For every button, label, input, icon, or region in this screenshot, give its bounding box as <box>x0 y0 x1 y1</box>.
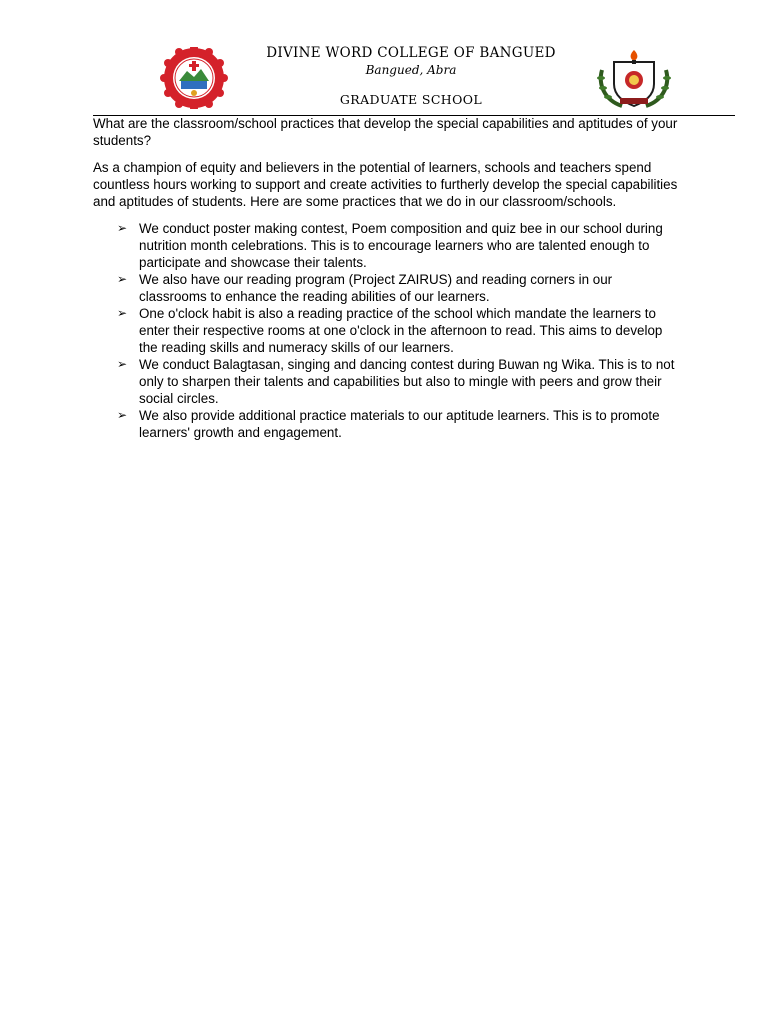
department-name: GRADUATE SCHOOL <box>339 92 483 107</box>
list-item <box>117 407 683 441</box>
list-item <box>117 271 683 305</box>
document-body <box>93 115 683 441</box>
college-seal-icon <box>157 47 231 109</box>
arrow-bullet-icon: ➢ <box>117 272 128 286</box>
list-item-text: We conduct poster making contest, Poem composition and quiz bee in our school during nutrition month celebrations. This is to encourage learners who are talented enough to participate and showcase their talents. <box>139 221 663 270</box>
list-item <box>117 305 683 356</box>
arrow-bullet-icon: ➢ <box>117 306 128 320</box>
arrow-bullet-icon: ➢ <box>117 408 128 422</box>
practices-list <box>93 220 683 441</box>
school-emblem-icon <box>594 48 674 110</box>
college-location: Bangued, Abra <box>365 63 457 77</box>
list-item-text: We conduct Balagtasan, singing and dancing contest during Buwan ng Wika. This is to not only to sharpen their talents and capabilities but also to mingle with peers and grow their social circles. <box>139 357 675 406</box>
list-item-text: We also have our reading program (Project ZAIRUS) and reading corners in our classrooms to enhance the reading abilities of our learners. <box>139 272 613 304</box>
list-item-text: We also provide additional practice materials to our aptitude learners. This is to promote learners' growth and engagement. <box>139 408 660 440</box>
arrow-bullet-icon: ➢ <box>117 221 128 235</box>
list-item <box>117 220 683 271</box>
college-name: DIVINE WORD COLLEGE OF BANGUED <box>266 45 556 61</box>
document-header <box>0 0 768 118</box>
arrow-bullet-icon: ➢ <box>117 357 128 371</box>
question-text: What are the classroom/school practices that develop the special capabilities and aptitudes of your students? <box>93 116 678 148</box>
list-item <box>117 356 683 407</box>
intro-paragraph: As a champion of equity and believers in the potential of learners, schools and teachers spend countless hours working to support and create activities to furtherly develop the special capabilities and aptitudes of students. Here are some practices that we do in our classroom/schools. <box>93 160 678 209</box>
list-item-text: One o'clock habit is also a reading practice of the school which mandate the learners to enter their respective rooms at one o'clock in the afternoon to read. This aims to develop the reading skills and numeracy skills of our learners. <box>139 306 663 355</box>
